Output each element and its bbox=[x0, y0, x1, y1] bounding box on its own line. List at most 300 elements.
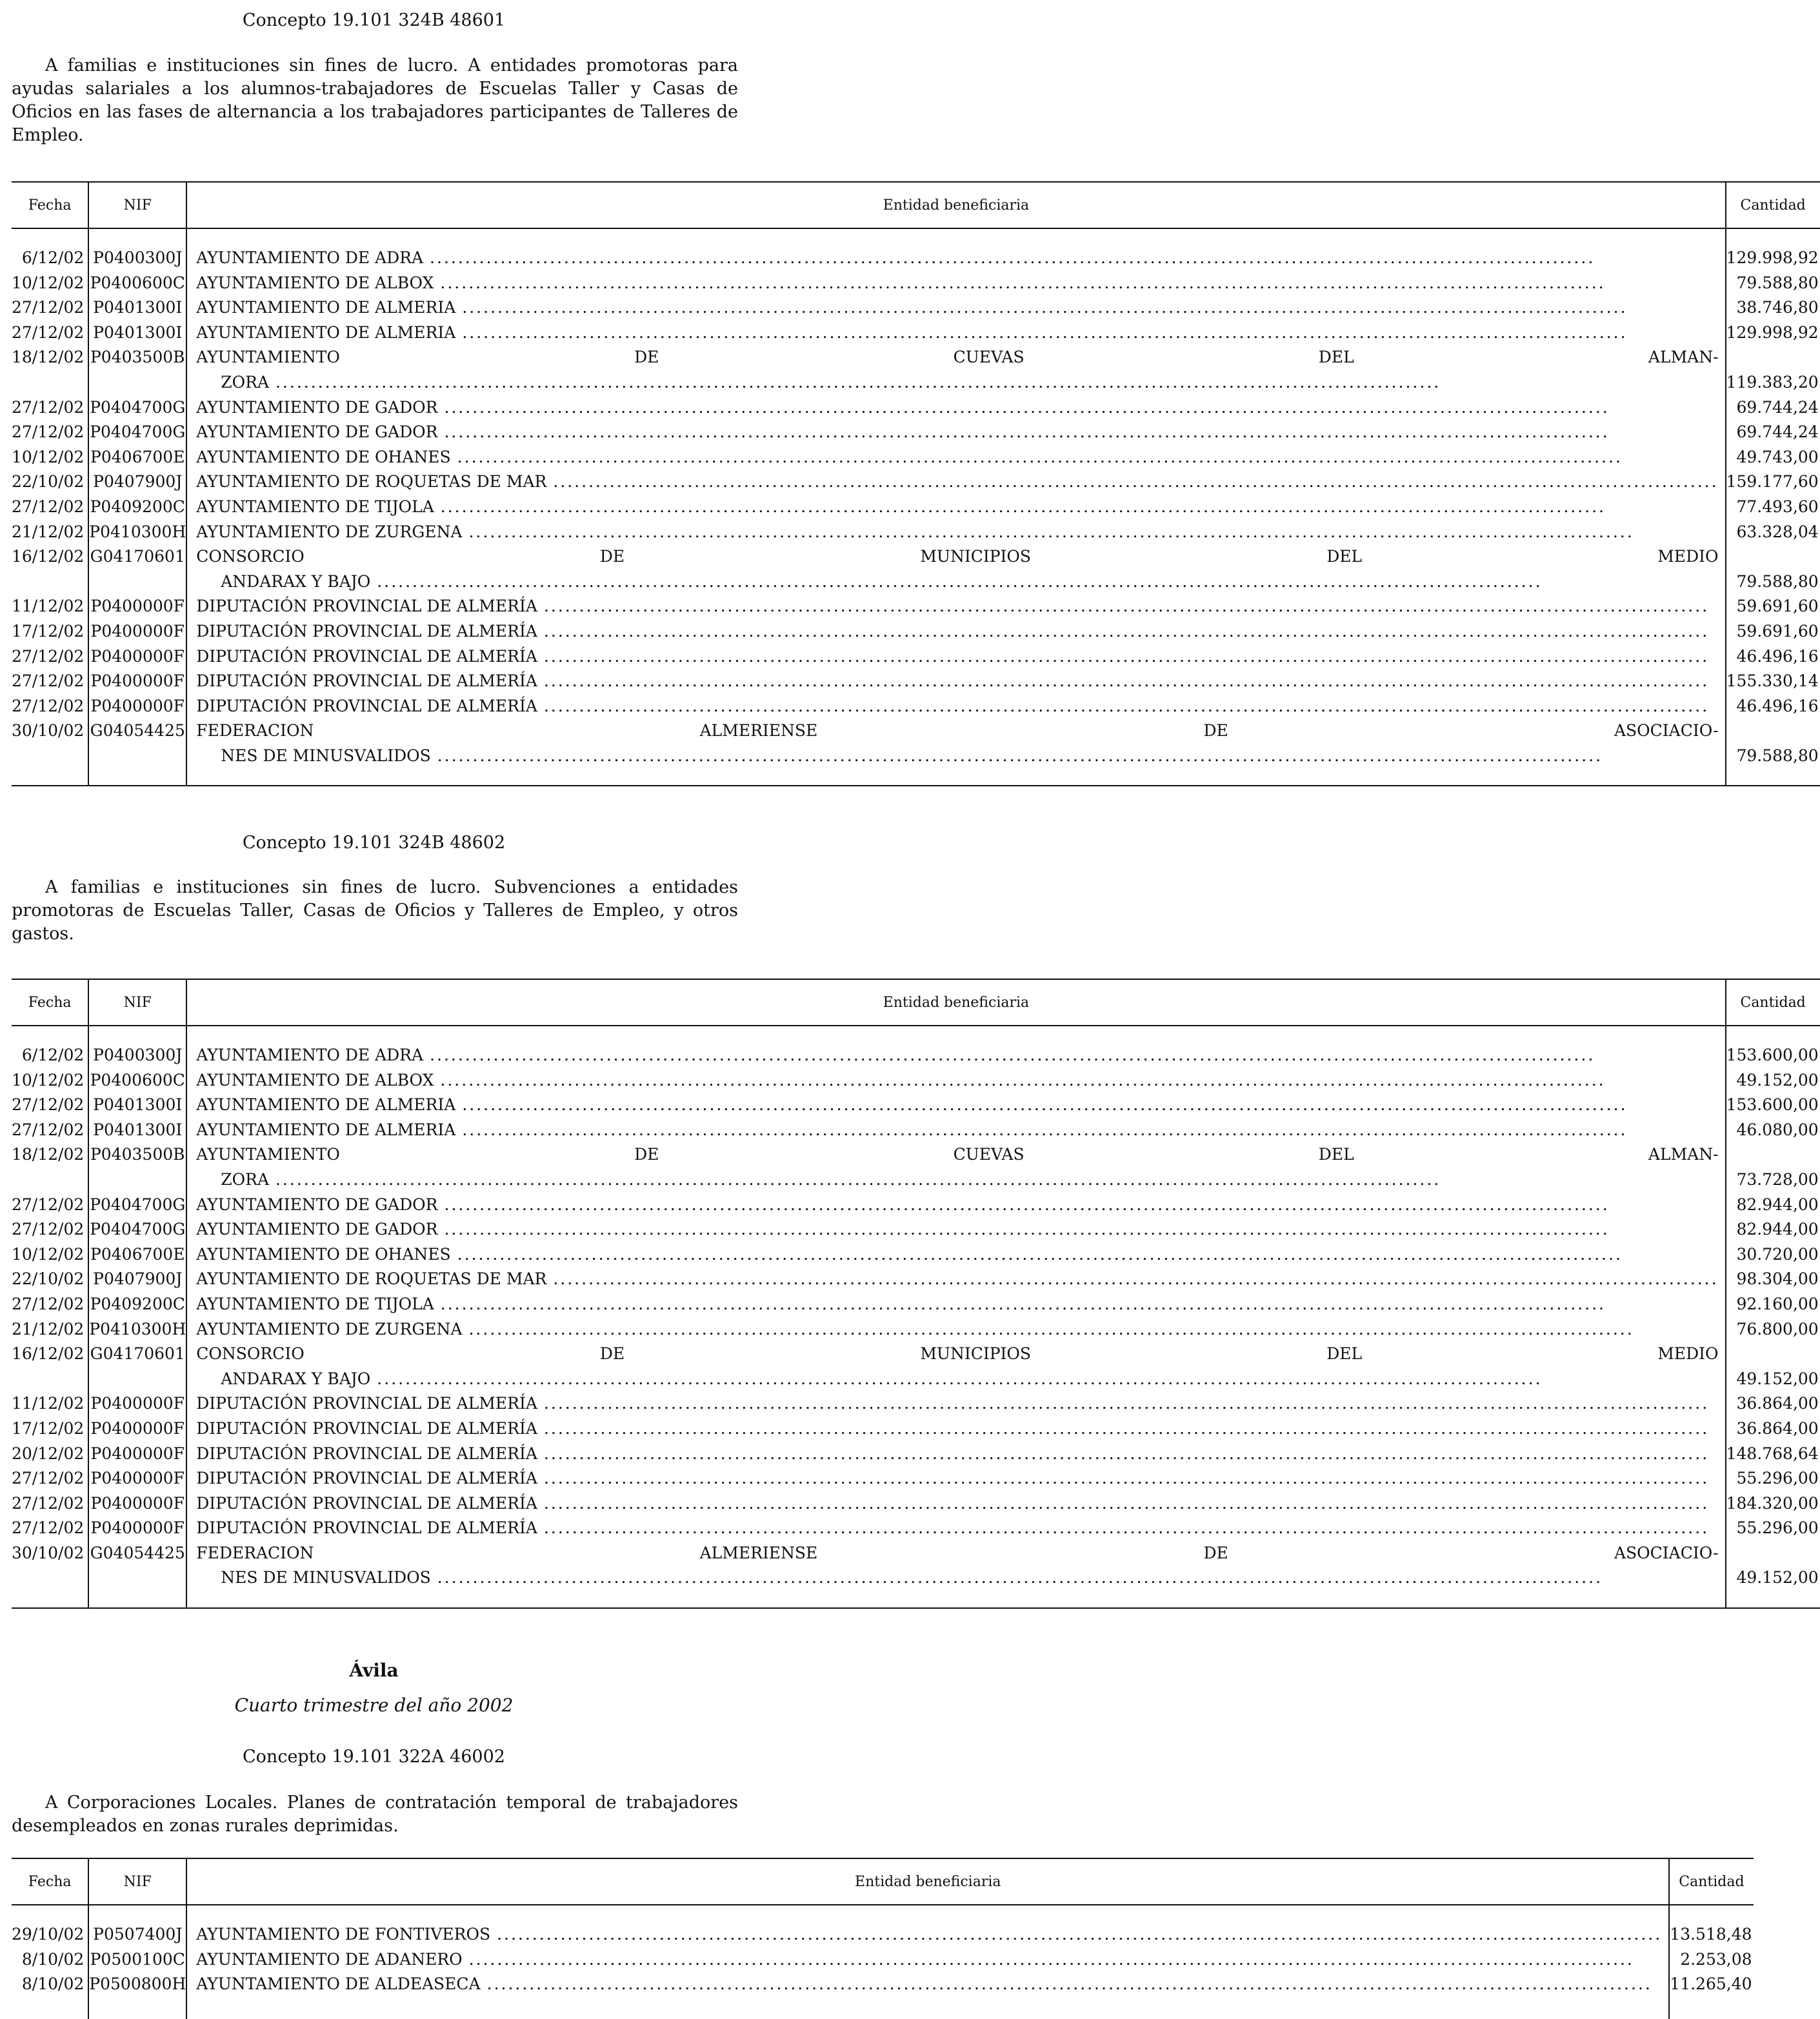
amount-cell: 13.518,48 bbox=[1669, 1922, 1753, 1947]
entity-name-continued: ZORA bbox=[221, 1169, 269, 1189]
nif-cell bbox=[88, 1367, 186, 1392]
entity-cell bbox=[186, 1541, 1725, 1566]
nif-cell: P0410300H bbox=[88, 520, 186, 545]
nif-cell: P0404700G bbox=[88, 1193, 186, 1218]
amount-cell: 49.743,00 bbox=[1726, 445, 1820, 470]
dot-leader bbox=[440, 1068, 1718, 1093]
entity-cell bbox=[186, 1947, 1669, 1973]
amount-cell: 77.493,60 bbox=[1726, 495, 1820, 520]
table-row bbox=[12, 495, 1820, 520]
entity-cell bbox=[186, 1118, 1725, 1143]
entity-line bbox=[196, 495, 1718, 520]
amount-cell: 79.588,80 bbox=[1726, 271, 1820, 296]
spacer-cell bbox=[88, 1997, 186, 2019]
entity-line bbox=[196, 295, 1718, 321]
entity-name: DIPUTACIÓN PROVINCIAL DE ALMERÍA bbox=[196, 671, 537, 691]
entity-name: AYUNTAMIENTO DE GADOR bbox=[196, 1195, 438, 1214]
entity-cell bbox=[186, 1342, 1725, 1367]
entity-name: AYUNTAMIENTO DE ZURGENA bbox=[196, 1319, 463, 1338]
nif-cell: P0406700E bbox=[88, 1242, 186, 1268]
entity-line bbox=[196, 420, 1718, 445]
dot-leader bbox=[444, 1217, 1718, 1242]
spacer-cell bbox=[88, 1591, 186, 1608]
dot-leader bbox=[430, 1043, 1719, 1068]
spacer-cell bbox=[1726, 228, 1820, 246]
table-row bbox=[12, 1342, 1820, 1367]
table-row bbox=[12, 694, 1820, 719]
date-cell: 27/12/02 bbox=[12, 1195, 85, 1214]
entity-name: DIPUTACIÓN PROVINCIAL DE ALMERÍA bbox=[196, 1394, 537, 1413]
entity-name: AYUNTAMIENTO DE ROQUETAS DE MAR bbox=[196, 472, 547, 492]
entity-name: AYUNTAMIENTO DE ALBOX bbox=[196, 273, 434, 292]
entity-cell bbox=[186, 1292, 1725, 1317]
table-row-continuation bbox=[12, 370, 1820, 395]
entity-cell bbox=[186, 520, 1725, 545]
dot-leader bbox=[437, 1566, 1719, 1591]
entity-cell bbox=[186, 1068, 1725, 1093]
entity-name-continued: NES DE MINUSVALIDOS bbox=[221, 1568, 431, 1587]
table-row bbox=[12, 1242, 1820, 1268]
date-cell bbox=[12, 744, 88, 769]
nif-cell: P0401300I bbox=[88, 295, 186, 321]
entity-line bbox=[196, 744, 1718, 769]
amount-cell: 148.768,64 bbox=[1726, 1442, 1820, 1467]
amount-cell: 63.328,04 bbox=[1726, 520, 1820, 545]
nif-cell: P0400000F bbox=[88, 644, 186, 670]
entity-name: AYUNTAMIENTO DE ADRA bbox=[196, 1046, 424, 1064]
entity-line bbox=[196, 694, 1718, 719]
date-cell: 29/10/02 bbox=[12, 1925, 85, 1944]
nif-cell: P0400000F bbox=[88, 594, 186, 619]
entity-cell bbox=[186, 594, 1725, 619]
spacer-cell bbox=[186, 1026, 1725, 1043]
entity-line bbox=[196, 1217, 1718, 1242]
entity-cell bbox=[186, 694, 1725, 719]
amount-cell: 69.744,24 bbox=[1726, 395, 1820, 421]
amount-cell: 55.296,00 bbox=[1726, 1516, 1820, 1541]
amount-cell: 59.691,60 bbox=[1726, 594, 1820, 619]
amount-cell: 36.864,00 bbox=[1726, 1391, 1820, 1417]
entity-cell bbox=[186, 1043, 1725, 1068]
date-cell: 10/12/02 bbox=[12, 447, 85, 466]
entity-line bbox=[196, 1142, 1718, 1168]
dot-leader bbox=[544, 1466, 1719, 1491]
amount-cell: 159.177,60 bbox=[1726, 470, 1820, 495]
header-nif: NIF bbox=[88, 1858, 186, 1905]
table-row bbox=[12, 669, 1820, 694]
dot-leader bbox=[275, 370, 1719, 395]
dot-leader bbox=[457, 1242, 1719, 1268]
entity-name: AYUNTAMIENTO DE OHANES bbox=[196, 1244, 451, 1264]
dot-leader bbox=[544, 669, 1719, 694]
entity-name: AYUNTAMIENTO DE CUEVAS DEL ALMAN- bbox=[196, 348, 1719, 367]
entity-line bbox=[196, 271, 1718, 296]
entity-line bbox=[196, 1417, 1718, 1442]
date-cell: 27/12/02 bbox=[12, 298, 85, 317]
amount-cell: 11.265,40 bbox=[1669, 1972, 1753, 1997]
header-cantidad: Cantidad bbox=[1726, 182, 1820, 228]
entity-cell bbox=[186, 1466, 1725, 1491]
nif-cell: P0403500B bbox=[88, 1142, 186, 1168]
table-row bbox=[12, 1417, 1820, 1442]
date-cell bbox=[12, 570, 88, 595]
amount-cell bbox=[1726, 544, 1820, 570]
amount-cell: 155.330,14 bbox=[1726, 669, 1820, 694]
date-cell: 8/10/02 bbox=[21, 1974, 85, 1994]
entity-line bbox=[196, 1292, 1718, 1317]
entity-line bbox=[196, 321, 1718, 346]
entity-line bbox=[196, 669, 1718, 694]
amount-cell: 73.728,00 bbox=[1726, 1168, 1820, 1193]
nif-cell: P0500800H bbox=[88, 1972, 186, 1997]
dot-leader bbox=[275, 1168, 1719, 1193]
spacer-row bbox=[12, 1905, 1754, 1922]
entity-cell bbox=[186, 1367, 1725, 1392]
date-cell: 20/12/02 bbox=[12, 1444, 85, 1463]
dot-leader bbox=[497, 1922, 1662, 1947]
grants-table-2 bbox=[12, 979, 1820, 1609]
spacer-cell bbox=[88, 1905, 186, 1922]
dot-leader bbox=[544, 694, 1719, 719]
entity-name: DIPUTACIÓN PROVINCIAL DE ALMERÍA bbox=[196, 646, 537, 666]
entity-name: AYUNTAMIENTO DE FONTIVEROS bbox=[196, 1925, 491, 1944]
entity-cell bbox=[186, 1093, 1725, 1118]
concept-description-1: A familias e instituciones sin fines de lucro. A entidades promotoras para ayudas salariales a los alumnos-trabajadores de Escuelas Taller y Casas de Oficios en las fases de alternancia a los trabajadores participantes de Talleres de Empleo. bbox=[12, 55, 738, 145]
entity-cell bbox=[186, 669, 1725, 694]
date-cell: 16/12/02 bbox=[12, 1344, 85, 1364]
entity-cell bbox=[186, 420, 1725, 445]
amount-cell: 129.998,92 bbox=[1726, 246, 1820, 271]
entity-cell bbox=[186, 1442, 1725, 1467]
spacer-cell bbox=[1669, 1905, 1753, 1922]
amount-cell: 129.998,92 bbox=[1726, 321, 1820, 346]
dot-leader bbox=[553, 1267, 1718, 1292]
spacer-cell bbox=[88, 1026, 186, 1043]
nif-cell: P0401300I bbox=[88, 321, 186, 346]
dot-leader bbox=[462, 1118, 1718, 1143]
spacer-cell bbox=[186, 768, 1725, 786]
entity-line bbox=[196, 370, 1718, 395]
amount-cell: 46.080,00 bbox=[1726, 1118, 1820, 1143]
entity-name: CONSORCIO DE MUNICIPIOS DEL MEDIO bbox=[196, 1344, 1719, 1364]
table-row bbox=[12, 619, 1820, 644]
entity-line bbox=[196, 1972, 1662, 1997]
concept-heading-3: Concepto 19.101 322A 46002 bbox=[243, 1747, 505, 1767]
spacer-cell bbox=[12, 1026, 88, 1043]
dot-leader bbox=[544, 644, 1719, 670]
concept-description-2: A familias e instituciones sin fines de lucro. Subvenciones a entidades promotoras de Escuelas Taller, Casas de Oficios y Talleres de Empleo, y otros gastos. bbox=[12, 877, 738, 944]
entity-name: AYUNTAMIENTO DE ADANERO bbox=[196, 1949, 463, 1969]
amount-cell: 55.296,00 bbox=[1726, 1466, 1820, 1491]
quarter-subtitle: Cuarto trimestre del año 2002 bbox=[234, 1695, 514, 1716]
date-cell: 22/10/02 bbox=[12, 472, 85, 492]
table-row bbox=[12, 1491, 1820, 1517]
nif-cell: P0400600C bbox=[88, 1068, 186, 1093]
grants-table-3 bbox=[12, 1858, 1754, 2019]
table-row bbox=[12, 1267, 1820, 1292]
spacer-cell bbox=[12, 1905, 88, 1922]
table-row bbox=[12, 246, 1820, 271]
entity-name: AYUNTAMIENTO DE GADOR bbox=[196, 397, 438, 417]
amount-cell: 38.746,80 bbox=[1726, 295, 1820, 321]
nif-cell: P0400000F bbox=[88, 619, 186, 644]
nif-cell bbox=[88, 370, 186, 395]
entity-name: AYUNTAMIENTO DE ALMERIA bbox=[196, 323, 456, 342]
amount-cell: 153.600,00 bbox=[1726, 1043, 1820, 1068]
concept-heading-2: Concepto 19.101 324B 48602 bbox=[242, 833, 506, 853]
entity-name: DIPUTACIÓN PROVINCIAL DE ALMERÍA bbox=[196, 1444, 537, 1463]
nif-cell: P0400000F bbox=[88, 1466, 186, 1491]
dot-leader bbox=[430, 246, 1719, 271]
date-cell: 18/12/02 bbox=[12, 1145, 85, 1164]
date-cell: 16/12/02 bbox=[12, 547, 85, 566]
date-cell: 27/12/02 bbox=[12, 1469, 85, 1488]
nif-cell: P0507400J bbox=[88, 1922, 186, 1947]
amount-cell: 49.152,00 bbox=[1726, 1566, 1820, 1591]
amount-cell bbox=[1726, 345, 1820, 370]
amount-cell: 92.160,00 bbox=[1726, 1292, 1820, 1317]
entity-cell bbox=[186, 1922, 1669, 1947]
entity-line bbox=[196, 594, 1718, 619]
nif-cell: P0400000F bbox=[88, 1442, 186, 1467]
table-row bbox=[12, 395, 1820, 421]
entity-cell bbox=[186, 345, 1725, 370]
entity-cell bbox=[186, 470, 1725, 495]
header-entidad: Entidad beneficiaria bbox=[186, 979, 1725, 1026]
entity-line bbox=[196, 395, 1718, 421]
entity-line bbox=[196, 1466, 1718, 1491]
entity-line bbox=[196, 619, 1718, 644]
table-row-continuation bbox=[12, 570, 1820, 595]
date-cell: 27/12/02 bbox=[12, 1220, 85, 1239]
entity-line bbox=[196, 1242, 1718, 1268]
entity-name-continued: NES DE MINUSVALIDOS bbox=[221, 746, 431, 765]
entity-line bbox=[196, 1566, 1718, 1591]
amount-cell: 49.152,00 bbox=[1726, 1068, 1820, 1093]
date-cell: 10/12/02 bbox=[12, 1244, 85, 1264]
amount-cell: 76.800,00 bbox=[1726, 1317, 1820, 1342]
amount-cell: 46.496,16 bbox=[1726, 694, 1820, 719]
nif-cell: P0400000F bbox=[88, 694, 186, 719]
dot-leader bbox=[469, 1947, 1663, 1973]
entity-cell bbox=[186, 1242, 1725, 1268]
dot-leader bbox=[462, 295, 1718, 321]
date-cell bbox=[12, 1566, 88, 1591]
entity-line bbox=[196, 1118, 1718, 1143]
date-cell: 27/12/02 bbox=[12, 1095, 85, 1115]
entity-name: FEDERACION ALMERIENSE DE ASOCIACIO- bbox=[196, 1543, 1719, 1562]
nif-cell bbox=[88, 1566, 186, 1591]
date-cell: 22/10/02 bbox=[12, 1269, 85, 1289]
entity-cell bbox=[186, 445, 1725, 470]
nif-cell: P0409200C bbox=[88, 1292, 186, 1317]
table-row-continuation bbox=[12, 1566, 1820, 1591]
entity-line bbox=[196, 1947, 1662, 1973]
entity-cell bbox=[186, 1566, 1725, 1591]
date-cell: 10/12/02 bbox=[12, 273, 85, 292]
dot-leader bbox=[544, 1442, 1719, 1467]
entity-cell bbox=[186, 1391, 1725, 1417]
nif-cell: P0401300I bbox=[88, 1093, 186, 1118]
entity-line bbox=[196, 1043, 1718, 1068]
entity-name: AYUNTAMIENTO DE ALMERIA bbox=[196, 1095, 456, 1115]
entity-line bbox=[196, 1516, 1718, 1541]
header-nif: NIF bbox=[88, 182, 186, 228]
spacer-cell bbox=[88, 228, 186, 246]
header-cantidad: Cantidad bbox=[1669, 1858, 1753, 1905]
dot-leader bbox=[462, 1093, 1718, 1118]
amount-cell: 82.944,00 bbox=[1726, 1193, 1820, 1218]
entity-cell bbox=[186, 271, 1725, 296]
nif-cell: P0500100C bbox=[88, 1947, 186, 1973]
dot-leader bbox=[544, 1417, 1719, 1442]
nif-cell bbox=[88, 744, 186, 769]
table-row bbox=[12, 1947, 1754, 1973]
dot-leader bbox=[468, 520, 1718, 545]
table-row bbox=[12, 1442, 1820, 1467]
amount-cell bbox=[1726, 1342, 1820, 1367]
entity-cell bbox=[186, 1267, 1725, 1292]
amount-cell: 30.720,00 bbox=[1726, 1242, 1820, 1268]
table-row bbox=[12, 644, 1820, 670]
date-cell: 18/12/02 bbox=[12, 348, 85, 367]
table-row bbox=[12, 420, 1820, 445]
entity-name: DIPUTACIÓN PROVINCIAL DE ALMERÍA bbox=[196, 597, 537, 616]
nif-cell: G04054425 bbox=[88, 1541, 186, 1566]
date-cell bbox=[12, 1367, 88, 1392]
entity-line bbox=[196, 544, 1718, 570]
entity-line bbox=[196, 1391, 1718, 1417]
spacer-cell bbox=[1726, 1591, 1820, 1608]
entity-cell bbox=[186, 744, 1725, 769]
entity-cell bbox=[186, 370, 1725, 395]
entity-line bbox=[196, 445, 1718, 470]
entity-line bbox=[196, 1068, 1718, 1093]
nif-cell: P0400300J bbox=[88, 1043, 186, 1068]
region-title: Ávila bbox=[349, 1660, 399, 1681]
amount-cell: 49.152,00 bbox=[1726, 1367, 1820, 1392]
entity-cell bbox=[186, 644, 1725, 670]
date-cell: 27/12/02 bbox=[12, 1493, 85, 1513]
table-row-continuation bbox=[12, 744, 1820, 769]
concept-description-3: A Corporaciones Locales. Planes de contratación temporal de trabajadores desempleados en zonas rurales deprimidas. bbox=[12, 1793, 738, 1836]
amount-cell bbox=[1726, 1541, 1820, 1566]
table-row-continuation bbox=[12, 1367, 1820, 1392]
spacer-cell bbox=[186, 1905, 1669, 1922]
header-fecha: Fecha bbox=[12, 182, 88, 228]
entity-name: AYUNTAMIENTO DE CUEVAS DEL ALMAN- bbox=[196, 1145, 1719, 1164]
date-cell: 27/12/02 bbox=[12, 671, 85, 691]
date-cell: 17/12/02 bbox=[12, 621, 85, 641]
table-row bbox=[12, 1043, 1820, 1068]
dot-leader bbox=[553, 470, 1718, 495]
dot-leader bbox=[462, 321, 1718, 346]
entity-cell bbox=[186, 570, 1725, 595]
entity-cell bbox=[186, 1516, 1725, 1541]
entity-name: DIPUTACIÓN PROVINCIAL DE ALMERÍA bbox=[196, 696, 537, 715]
date-cell: 27/12/02 bbox=[12, 397, 85, 417]
nif-cell: P0400300J bbox=[88, 246, 186, 271]
table-row bbox=[12, 1391, 1820, 1417]
nif-cell: G04054425 bbox=[88, 719, 186, 744]
spacer-cell bbox=[88, 768, 186, 786]
amount-cell: 46.496,16 bbox=[1726, 644, 1820, 670]
dot-leader bbox=[377, 1367, 1718, 1392]
spacer-cell bbox=[1669, 1997, 1753, 2019]
entity-name: AYUNTAMIENTO DE GADOR bbox=[196, 1220, 438, 1239]
nif-cell: P0403500B bbox=[88, 345, 186, 370]
entity-cell bbox=[186, 544, 1725, 570]
table-row bbox=[12, 1292, 1820, 1317]
date-cell: 27/12/02 bbox=[12, 1518, 85, 1538]
amount-cell: 2.253,08 bbox=[1669, 1947, 1753, 1973]
spacer-cell bbox=[1726, 1026, 1820, 1043]
table-row bbox=[12, 544, 1820, 570]
nif-cell: P0404700G bbox=[88, 420, 186, 445]
table-row bbox=[12, 1068, 1820, 1093]
table-row bbox=[12, 1118, 1820, 1143]
date-cell: 30/10/02 bbox=[12, 721, 85, 741]
entity-name: DIPUTACIÓN PROVINCIAL DE ALMERÍA bbox=[196, 621, 537, 641]
nif-cell bbox=[88, 570, 186, 595]
spacer-cell bbox=[12, 768, 88, 786]
entity-name: CONSORCIO DE MUNICIPIOS DEL MEDIO bbox=[196, 547, 1719, 566]
amount-cell: 79.588,80 bbox=[1726, 744, 1820, 769]
table-row bbox=[12, 445, 1820, 470]
entity-line bbox=[196, 1922, 1662, 1947]
date-cell: 11/12/02 bbox=[12, 1394, 85, 1413]
spacer-cell bbox=[12, 228, 88, 246]
amount-cell: 59.691,60 bbox=[1726, 619, 1820, 644]
header-entidad: Entidad beneficiaria bbox=[186, 182, 1725, 228]
entity-line bbox=[196, 1267, 1718, 1292]
dot-leader bbox=[441, 495, 1719, 520]
date-cell: 21/12/02 bbox=[12, 1319, 85, 1338]
entity-name: AYUNTAMIENTO DE GADOR bbox=[196, 423, 438, 442]
table-row bbox=[12, 1972, 1754, 1997]
entity-line bbox=[196, 1317, 1718, 1342]
entity-name: DIPUTACIÓN PROVINCIAL DE ALMERÍA bbox=[196, 1518, 537, 1538]
entity-name: AYUNTAMIENTO DE TIJOLA bbox=[196, 1294, 434, 1313]
entity-name: AYUNTAMIENTO DE ALMERIA bbox=[196, 1120, 456, 1139]
entity-line bbox=[196, 520, 1718, 545]
nif-cell: P0409200C bbox=[88, 495, 186, 520]
date-cell: 10/12/02 bbox=[12, 1070, 85, 1089]
nif-cell: P0400000F bbox=[88, 669, 186, 694]
date-cell: 27/12/02 bbox=[12, 1120, 85, 1139]
amount-cell: 153.600,00 bbox=[1726, 1093, 1820, 1118]
entity-name-continued: ANDARAX Y BAJO bbox=[221, 1369, 371, 1388]
nif-cell: P0400000F bbox=[88, 1516, 186, 1541]
concept-heading-1: Concepto 19.101 324B 48601 bbox=[242, 10, 506, 30]
entity-name: DIPUTACIÓN PROVINCIAL DE ALMERÍA bbox=[196, 1493, 537, 1513]
date-cell: 21/12/02 bbox=[12, 522, 85, 541]
date-cell: 27/12/02 bbox=[12, 497, 85, 516]
entity-name: AYUNTAMIENTO DE ALDEASECA bbox=[196, 1974, 481, 1994]
entity-line bbox=[196, 1342, 1718, 1367]
table-row bbox=[12, 1922, 1754, 1947]
entity-line bbox=[196, 1193, 1718, 1218]
header-fecha: Fecha bbox=[12, 1858, 88, 1905]
table-row bbox=[12, 719, 1820, 744]
dot-leader bbox=[544, 594, 1719, 619]
entity-cell bbox=[186, 1491, 1725, 1517]
dot-leader bbox=[441, 1292, 1719, 1317]
spacer-cell bbox=[186, 1997, 1669, 2019]
amount-cell: 184.320,00 bbox=[1726, 1491, 1820, 1517]
table-row bbox=[12, 520, 1820, 545]
entity-name: AYUNTAMIENTO DE ALMERIA bbox=[196, 298, 456, 317]
